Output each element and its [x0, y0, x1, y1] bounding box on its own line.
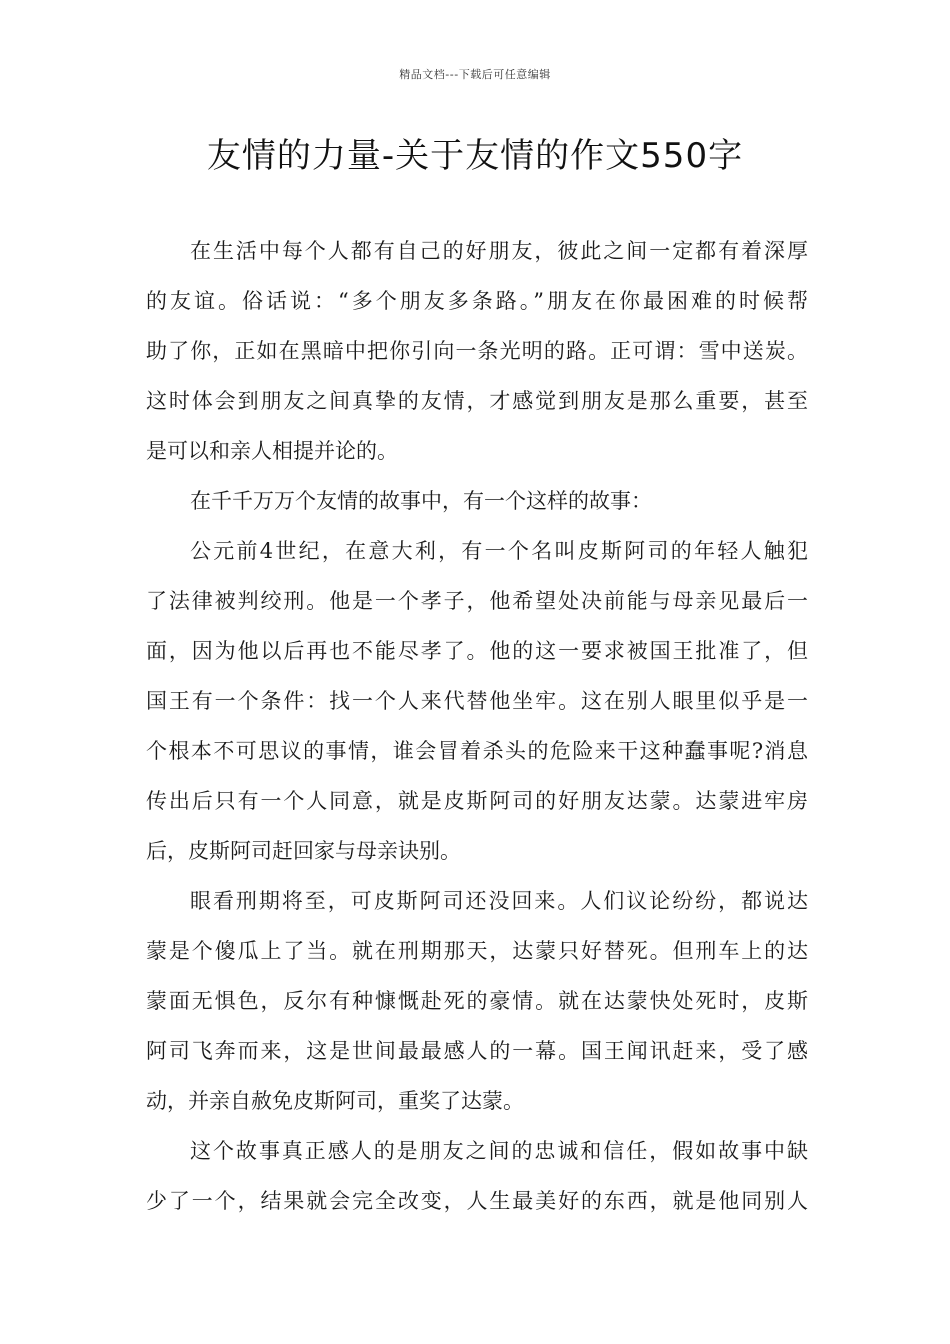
text-line: 传出后只有一个人同意，就是皮斯阿司的好朋友达蒙。达蒙进牢房 [146, 789, 808, 813]
text-line: 的友谊。俗话说：“多个朋友多条路。”朋友在你最困难的时候帮 [146, 289, 808, 313]
text-line: 个根本不可思议的事情，谁会冒着杀头的危险来干这种蠢事呢?消息 [146, 739, 808, 763]
page-header-note: 精品文档---下载后可任意编辑 [399, 68, 551, 81]
text-line: 阿司飞奔而来，这是世间最最感人的一幕。国王闻讯赶来，受了感 [146, 1039, 808, 1063]
text-line: 这个故事真正感人的是朋友之间的忠诚和信任，假如故事中缺 [190, 1139, 808, 1163]
text-line: 眼看刑期将至，可皮斯阿司还没回来。人们议论纷纷，都说达 [190, 889, 808, 913]
text-line: 蒙是个傻瓜上了当。就在刑期那天，达蒙只好替死。但刑车上的达 [146, 939, 808, 963]
text-line: 国王有一个条件：找一个人来代替他坐牢。这在别人眼里似乎是一 [146, 689, 808, 713]
text-line: 蒙面无惧色，反尔有种慷慨赴死的豪情。就在达蒙快处死时，皮斯 [146, 989, 808, 1013]
text-line: 少了一个，结果就会完全改变，人生最美好的东西，就是他同别人 [146, 1189, 808, 1213]
text-line: 后，皮斯阿司赶回家与母亲诀别。 [146, 839, 461, 863]
text-line: 公元前4世纪，在意大利，有一个名叫皮斯阿司的年轻人触犯 [190, 539, 808, 563]
text-line: 是可以和亲人相提并论的。 [146, 439, 398, 463]
text-line: 动，并亲自赦免皮斯阿司，重奖了达蒙。 [146, 1089, 524, 1113]
text-line: 助了你，正如在黑暗中把你引向一条光明的路。正可谓：雪中送炭。 [146, 339, 808, 363]
text-line: 这时体会到朋友之间真挚的友情，才感觉到朋友是那么重要，甚至 [146, 389, 808, 413]
text-line: 在千千万万个友情的故事中，有一个这样的故事： [190, 489, 652, 513]
text-line: 在生活中每个人都有自己的好朋友，彼此之间一定都有着深厚 [190, 239, 808, 263]
text-line: 了法律被判绞刑。他是一个孝子，他希望处决前能与母亲见最后一 [146, 589, 808, 613]
document-title: 友情的力量-关于友情的作文550字 [206, 136, 744, 176]
text-line: 面，因为他以后再也不能尽孝了。他的这一要求被国王批准了，但 [146, 639, 808, 663]
article-body [146, 226, 808, 1226]
